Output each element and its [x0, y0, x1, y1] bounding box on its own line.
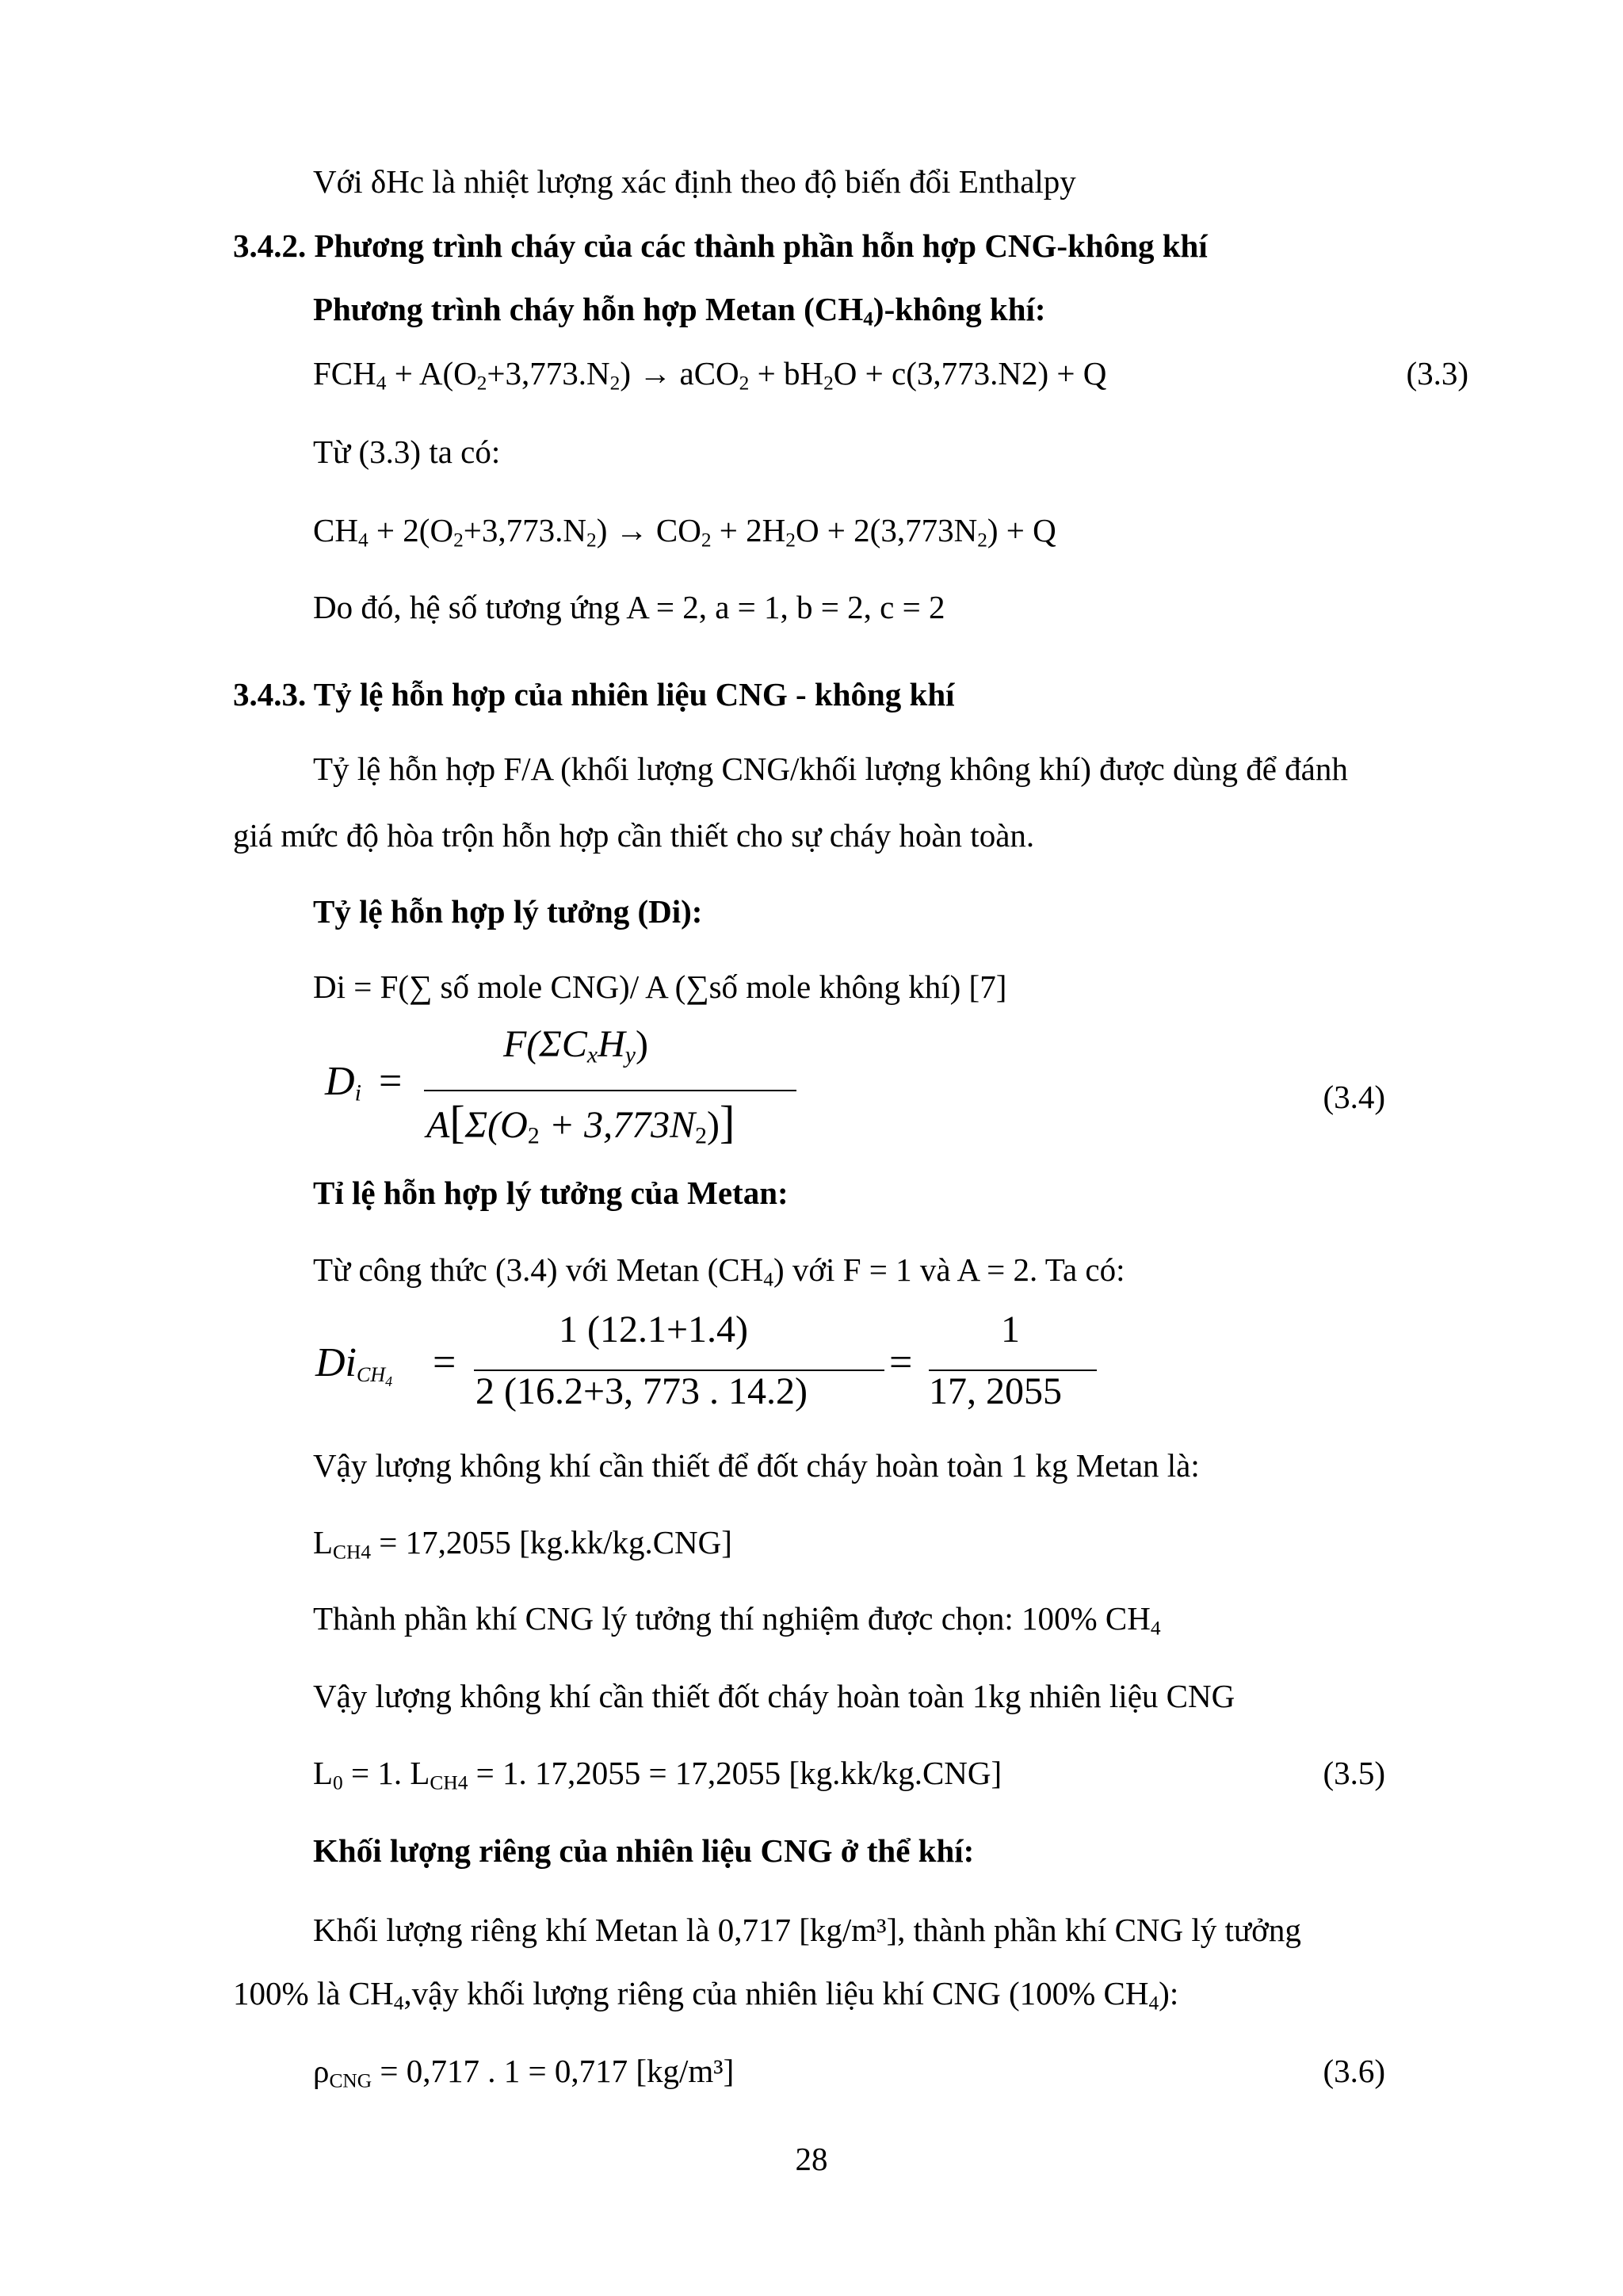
paragraph-density-line1: Khối lượng riêng khí Metan là 0,717 [kg/m³], thành phần khí CNG lý tưởng — [313, 1912, 1301, 1948]
text-di-definition: Di = F(∑ số mole CNG)/ A (∑số mole không khí) [7] — [313, 968, 1007, 1005]
paragraph-fa-ratio-line2: giá mức độ hòa trộn hỗn hợp cần thiết cho sự cháy hoàn toàn. — [233, 817, 1035, 854]
equation-3-6: $\rho_{CNG} = 0,717$ . 1 = 0,717 [kg/m³] — [313, 2053, 735, 2092]
subheading-metan-combustion: Phương trình cháy hỗn hợp Metan $(CH_4)$-không khí: — [313, 291, 1046, 330]
text-cng-composition: Thành phần khí CNG lý tưởng thí nghiệm được chọn: 100% $CH_4$ — [313, 1600, 1161, 1640]
equation-number-3-3: (3.3) — [1406, 355, 1468, 392]
paragraph-fa-ratio-line1: Tỷ lệ hỗn hợp F/A (khối lượng CNG/khối lượng không khí) được dùng để đánh — [313, 751, 1348, 787]
text-lch4-value: $L_{CH4} = 17,2055$ [kg.kk/kg.CNG] — [313, 1524, 732, 1564]
equation-number-3-5: (3.5) — [1323, 1755, 1385, 1791]
heading-3-4-2: 3.4.2. Phương trình cháy của các thành phần hỗn hợp CNG-không khí — [233, 227, 1208, 264]
subheading-ideal-ratio: Tỷ lệ hỗn hợp lý tưởng (Di): — [313, 893, 703, 930]
heading-3-4-3: 3.4.3. Tỷ lệ hỗn hợp của nhiên liệu CNG - không khí — [233, 676, 955, 712]
text-tu-3-3: Từ (3.3) ta có: — [313, 434, 501, 470]
text-from-3-4: Từ công thức (3.4) với Metan $(CH_4)$ với F = 1 và A = 2. Ta có: — [313, 1251, 1125, 1291]
equation-3-3: $FCH_4 + A(O_2+3,773.N_2) \to aCO_2 + bH_2O + c(3,773.N2) + Q$ — [313, 355, 1107, 395]
equation-3-5: $L_0 = 1$. $L_{CH4} = 1$. 17,2055 = 17,2055 [kg.kk/kg.CNG] — [313, 1755, 1002, 1794]
paragraph-density-line2: 100% là $CH_4,vậy$ khối lượng riêng của nhiên liệu khí CNG (100% $CH_4$): — [233, 1975, 1179, 2015]
page-number: 28 — [795, 2141, 828, 2177]
subheading-cng-density: Khối lượng riêng của nhiên liệu CNG ở thể khí: — [313, 1832, 975, 1869]
text-coefficients: Do đó, hệ số tương ứng A = 2, a = 1, b = 2, c = 2 — [313, 589, 945, 625]
text-air-needed-cng: Vậy lượng không khí cần thiết đốt cháy hoàn toàn 1kg nhiên liệu CNG — [313, 1678, 1235, 1714]
text-air-needed-metan: Vậy lượng không khí cần thiết để đốt cháy hoàn toàn 1 kg Metan là: — [313, 1447, 1200, 1484]
subheading-metan-ideal-ratio: Tỉ lệ hỗn hợp lý tưởng của Metan: — [313, 1175, 789, 1211]
text-line-enthalpy: Với δHc là nhiệt lượng xác định theo độ biến đổi Enthalpy — [313, 163, 1076, 200]
equation-number-3-6: (3.6) — [1323, 2053, 1385, 2089]
equation-ch4-combustion: $CH_4 + 2(O_2+3,773.N_2) \to CO_2 + 2H_2O + 2(3,773N_2) + Q$ — [313, 512, 1056, 552]
equation-number-3-4: (3.4) — [1323, 1079, 1385, 1115]
